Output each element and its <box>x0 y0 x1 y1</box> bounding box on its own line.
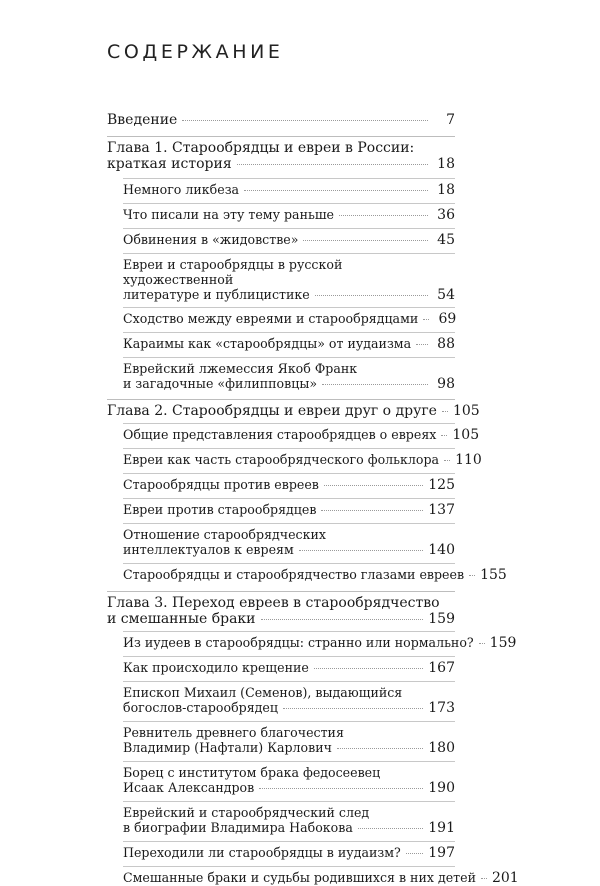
toc-section-entry[interactable] <box>123 527 455 558</box>
toc-section-entry[interactable] <box>123 635 517 651</box>
toc-entry-title-line: Старообрядцы и старообрядчество глазами евреев <box>123 567 465 582</box>
page-number: 180 <box>428 740 455 756</box>
toc-section-entry[interactable] <box>123 336 455 352</box>
page-number: 155 <box>480 567 507 583</box>
divider <box>123 801 455 802</box>
divider <box>123 656 455 657</box>
toc-entry-title-line: интеллектуалов к евреям <box>123 542 294 557</box>
page-title: СОДЕРЖАНИЕ <box>107 41 284 63</box>
toc-entry-title-line: Смешанные браки и судьбы родившихся в них детей <box>123 870 476 885</box>
toc-entry-title-line: Как происходило крещение <box>123 660 309 675</box>
divider <box>123 721 455 722</box>
dot-leader <box>244 190 428 191</box>
toc-section-entry[interactable] <box>123 452 482 468</box>
divider <box>123 228 455 229</box>
divider <box>123 332 455 333</box>
page-number: 105 <box>452 403 480 419</box>
divider <box>123 307 455 308</box>
toc-entry-title-line: Введение <box>107 112 178 128</box>
toc-section-entry[interactable] <box>123 427 480 443</box>
toc-entry-title-line: Евреи и старообрядцы в русской художественной <box>123 257 343 287</box>
toc-entry-title-line: литературе и публицистике <box>123 287 310 302</box>
toc-entry-title-line: Сходство между евреями и старообрядцами <box>123 311 419 326</box>
dot-leader <box>182 120 428 121</box>
toc-chapter-entry[interactable] <box>107 140 455 172</box>
divider <box>123 866 455 867</box>
dot-leader <box>321 510 423 511</box>
table-of-contents <box>107 112 519 886</box>
dot-leader <box>416 344 428 345</box>
toc-entry-title-line: и смешанные браки <box>107 611 256 627</box>
dot-leader <box>322 384 428 385</box>
page-number: 98 <box>437 376 455 392</box>
divider <box>123 761 455 762</box>
toc-entry-title-line: Евреи как часть старообрядческого фольклора <box>123 452 440 467</box>
page-number: 140 <box>428 542 455 558</box>
dot-leader <box>315 295 428 296</box>
page-number: 197 <box>428 845 455 861</box>
divider <box>107 136 455 137</box>
toc-chapter-entry[interactable] <box>107 595 455 627</box>
page-number: 36 <box>437 207 455 223</box>
page-number: 69 <box>438 311 457 327</box>
divider <box>123 357 455 358</box>
dot-leader <box>261 619 424 620</box>
dot-leader <box>299 550 423 551</box>
toc-section-entry[interactable] <box>123 765 455 796</box>
toc-entry-title-line: Что писали на эту тему раньше <box>123 207 334 222</box>
dot-leader <box>303 240 428 241</box>
page-number: 45 <box>437 232 455 248</box>
page-number: 201 <box>491 870 519 886</box>
toc-section-entry[interactable] <box>123 311 455 327</box>
toc-entry-title-line: Епископ Михаил (Семенов), выдающийся <box>123 685 403 700</box>
dot-leader <box>314 668 423 669</box>
toc-section-entry[interactable] <box>123 725 455 756</box>
divider <box>107 399 455 400</box>
page-number: 54 <box>437 287 455 303</box>
toc-section-entry[interactable] <box>123 805 455 836</box>
dot-leader <box>481 878 487 879</box>
dot-leader <box>469 575 475 576</box>
dot-leader <box>283 708 423 709</box>
toc-section-entry[interactable] <box>123 870 519 886</box>
toc-entry-title-line: Еврейский и старообрядческий след <box>123 805 370 820</box>
toc-entry-title-line: Общие представления старообрядцев о евреях <box>123 427 437 442</box>
toc-entry-title-line: Старообрядцы против евреев <box>123 477 319 492</box>
dot-leader <box>259 788 423 789</box>
toc-section-entry[interactable] <box>123 477 455 493</box>
dot-leader <box>339 215 428 216</box>
page-number: 190 <box>428 780 455 796</box>
toc-entry-title-line: Караимы как «старообрядцы» от иудаизма <box>123 336 412 351</box>
toc-entry-title-line: Исаак Александров <box>123 780 255 795</box>
toc-entry-title-line: краткая история <box>107 156 232 172</box>
page-number: 110 <box>455 452 482 468</box>
page-number: 159 <box>428 611 455 627</box>
toc-section-entry[interactable] <box>123 232 455 248</box>
page-number: 125 <box>428 477 455 493</box>
toc-entry-title-line: Борец с институтом брака федосеевец <box>123 765 381 780</box>
dot-leader <box>406 853 423 854</box>
dot-leader <box>442 411 448 412</box>
toc-entry-title-line: Глава 3. Переход евреев в старообрядчество <box>107 595 440 611</box>
toc-entry-title-line: Немного ликбеза <box>123 182 240 197</box>
dot-leader <box>479 643 485 644</box>
divider <box>123 473 455 474</box>
page-number: 88 <box>437 336 455 352</box>
divider <box>123 448 455 449</box>
toc-entry-title-line: Глава 1. Старообрядцы и евреи в России: <box>107 140 415 156</box>
divider <box>123 523 455 524</box>
dot-leader <box>324 485 423 486</box>
divider <box>123 203 455 204</box>
divider <box>123 631 455 632</box>
toc-entry-title-line: богослов-старообрядец <box>123 700 278 715</box>
divider <box>123 498 455 499</box>
toc-section-entry[interactable] <box>123 502 455 518</box>
toc-entry-title-line: и загадочные «филипповцы» <box>123 376 318 391</box>
page-number: 18 <box>437 156 455 172</box>
dot-leader <box>358 828 423 829</box>
toc-entry-title-line: Из иудеев в старообрядцы: странно или нормально? <box>123 635 474 650</box>
dot-leader <box>337 748 423 749</box>
page-number: 105 <box>452 427 480 443</box>
toc-section-entry[interactable] <box>123 567 507 583</box>
divider <box>123 563 455 564</box>
toc-entry-title-line: Переходили ли старообрядцы в иудаизм? <box>123 845 401 860</box>
divider <box>123 681 455 682</box>
toc-section-entry[interactable] <box>123 660 455 676</box>
divider <box>123 423 455 424</box>
divider <box>107 591 455 592</box>
toc-section-entry[interactable] <box>123 361 455 392</box>
toc-entry-title-line: Отношение старообрядческих <box>123 527 326 542</box>
toc-section-entry[interactable] <box>123 685 455 716</box>
toc-section-entry[interactable] <box>123 845 455 861</box>
toc-section-entry[interactable] <box>123 257 455 303</box>
page-number: 7 <box>446 112 455 128</box>
toc-entry-title-line: Евреи против старообрядцев <box>123 502 317 517</box>
divider <box>123 178 455 179</box>
toc-section-entry[interactable] <box>123 182 455 198</box>
toc-entry-title-line: Владимир (Нафтали) Карлович <box>123 740 332 755</box>
toc-section-entry[interactable] <box>123 207 455 223</box>
toc-entry-title-line: Обвинения в «жидовстве» <box>123 232 299 247</box>
dot-leader <box>423 319 429 320</box>
divider <box>123 841 455 842</box>
page-number: 18 <box>437 182 455 198</box>
page-number: 137 <box>428 502 455 518</box>
dot-leader <box>237 164 428 165</box>
dot-leader <box>441 435 447 436</box>
page-number: 167 <box>428 660 455 676</box>
toc-entry-title-line: в биографии Владимира Набокова <box>123 820 353 835</box>
toc-chapter-entry[interactable] <box>107 403 480 419</box>
dot-leader <box>444 460 450 461</box>
toc-chapter-entry[interactable] <box>107 112 455 128</box>
divider <box>123 253 455 254</box>
toc-entry-title-line: Ревнитель древнего благочестия <box>123 725 344 740</box>
page-number: 191 <box>428 820 455 836</box>
page-number: 159 <box>489 635 517 651</box>
page-number: 173 <box>428 700 455 716</box>
toc-entry-title-line: Глава 2. Старообрядцы и евреи друг о друге <box>107 403 437 419</box>
toc-entry-title-line: Еврейский лжемессия Якоб Франк <box>123 361 358 376</box>
